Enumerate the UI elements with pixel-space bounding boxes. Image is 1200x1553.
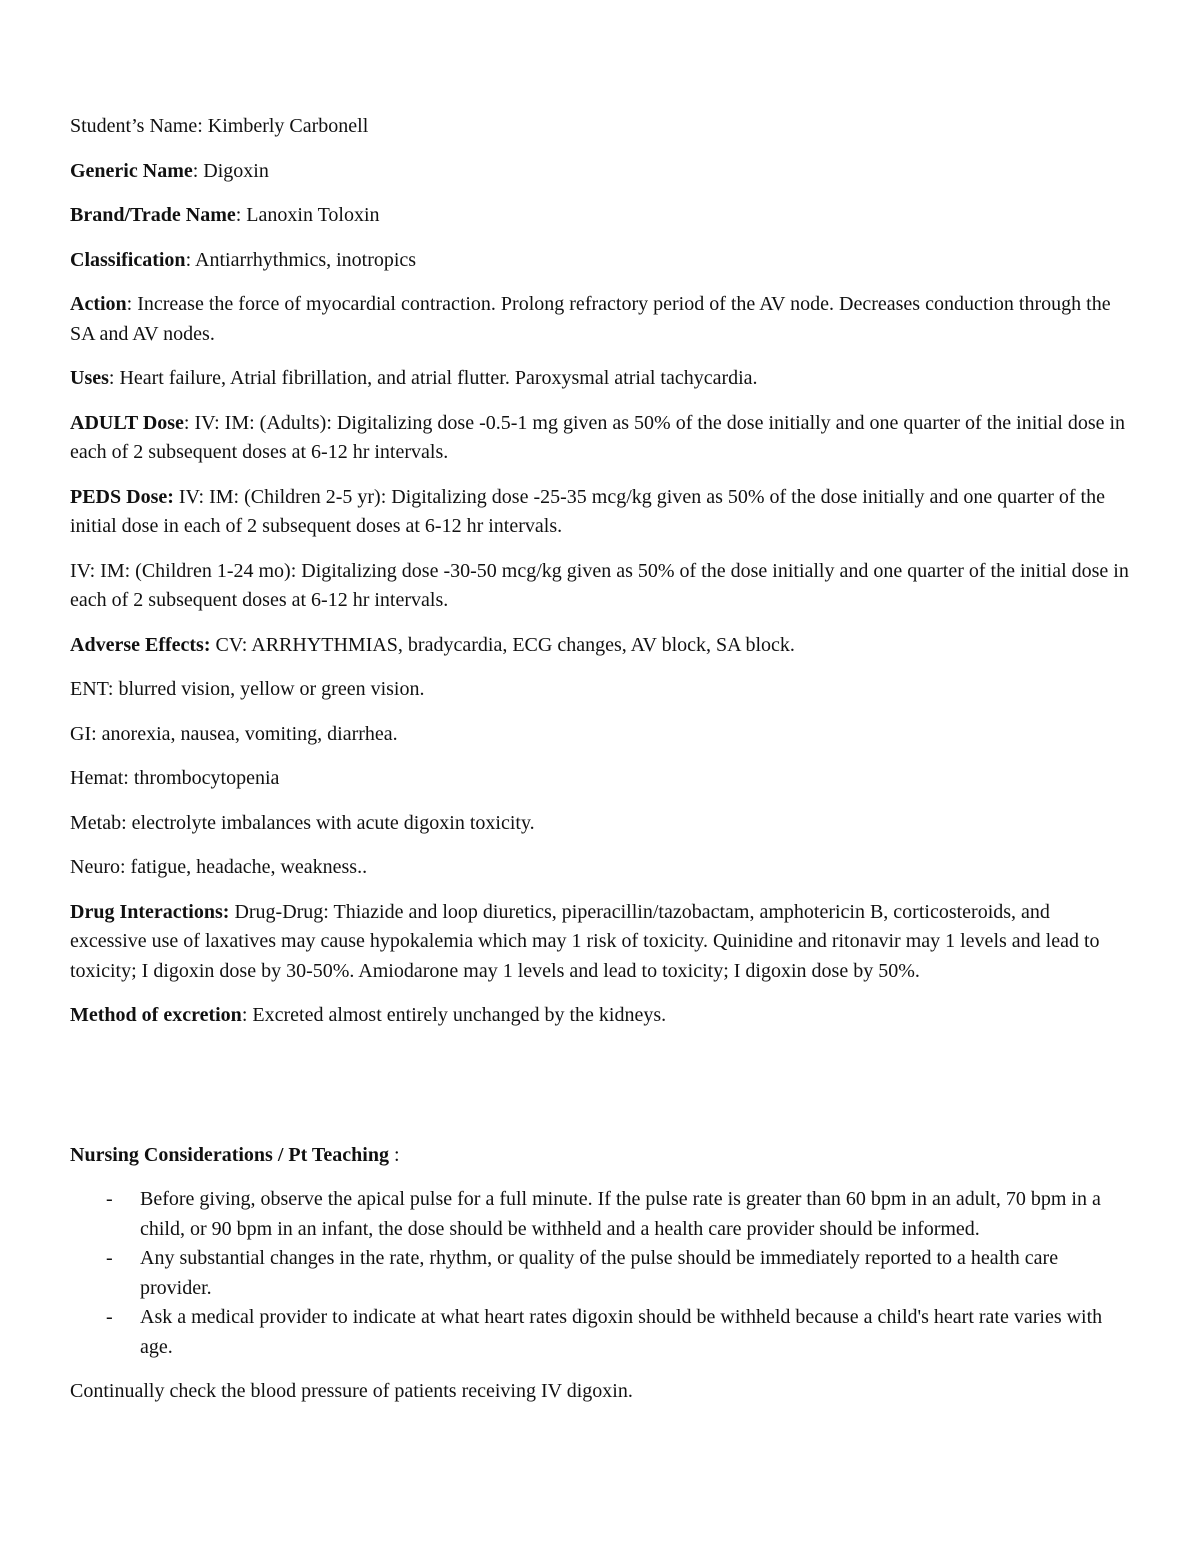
list-item	[70, 1303, 1130, 1362]
blank-space	[70, 1046, 1130, 1141]
generic-name-label: Generic Name	[70, 159, 193, 182]
peds-dose-label: PEDS Dose:	[70, 485, 174, 508]
adverse-ent-line: ENT: blurred vision, yellow or green vision.	[70, 678, 425, 700]
uses-value: Heart failure, Atrial fibrillation, and atrial flutter. Paroxysmal atrial tachycardia.	[119, 367, 758, 389]
classification-value: Antiarrhythmics, inotropics	[195, 248, 417, 271]
nursing-bullet-list	[70, 1185, 1130, 1362]
brand-name-sep: :	[235, 204, 247, 226]
drug-interactions-value: Drug-Drug: Thiazide and loop diuretics, piperacillin/tazobactam, amphotericin B, corticosteroids, and excessive use of laxatives may cause hypokalemia which may 1 risk of toxicity. Quinidine and ritonavir may 1 levels and lead to toxicity; I digoxin dose by 30-50%. Amiodarone may 1 levels and lead to toxicity; I digoxin dose by 50%.	[70, 900, 1100, 982]
generic-name-sep: :	[192, 159, 204, 182]
brand-name-line	[70, 201, 1130, 231]
student-name-value: Kimberly Carbonell	[207, 115, 369, 137]
adult-dose-value: IV: IM: (Adults): Digitalizing dose -0.5-1 mg given as 50% of the dose initially and one quarter of the initial dose in each of 2 subsequent doses at 6-12 hr intervals.	[70, 411, 1126, 463]
peds-dose-line	[70, 483, 1130, 542]
student-name-sep: :	[197, 115, 208, 137]
adverse-effects-cv: CV: ARRHYTHMIAS, bradycardia, ECG changes, AV block, SA block.	[215, 633, 795, 656]
excretion-line	[70, 1001, 1130, 1031]
document-page	[70, 112, 1130, 1422]
bullet-dash: -	[106, 1306, 113, 1328]
adverse-hemat-line: Hemat: thrombocytopenia	[70, 767, 280, 789]
nursing-closing-line: Continually check the blood pressure of patients receiving IV digoxin.	[70, 1380, 633, 1402]
bullet-dash: -	[106, 1188, 113, 1210]
generic-name-line	[70, 157, 1130, 187]
action-label: Action	[70, 293, 127, 315]
adult-dose-sep: :	[183, 411, 195, 434]
bullet-text: Before giving, observe the apical pulse for a full minute. If the pulse rate is greater than 60 bpm in an adult, 70 bpm in a child, or 90 bpm in an infant, the dose should be withheld and a health care provider should be informed.	[140, 1188, 1101, 1240]
excretion-sep: :	[241, 1004, 253, 1026]
excretion-value: Excreted almost entirely unchanged by the kidneys.	[252, 1004, 667, 1026]
action-line	[70, 290, 1130, 349]
peds-dose-value: IV: IM: (Children 2-5 yr): Digitalizing dose -25-35 mcg/kg given as 50% of the dose initially and one quarter of the initial dose in each of 2 subsequent doses at 6-12 hr intervals.	[70, 485, 1105, 537]
excretion-label: Method of excretion	[70, 1004, 242, 1026]
adult-dose-line	[70, 409, 1130, 468]
student-name-label: Student’s Name	[70, 115, 198, 137]
brand-name-label: Brand/Trade Name	[70, 204, 236, 226]
adult-dose-label: ADULT Dose	[70, 411, 184, 434]
bullet-text: Ask a medical provider to indicate at what heart rates digoxin should be withheld because a child's heart rate varies with age.	[140, 1306, 1103, 1358]
adverse-neuro-line: Neuro: fatigue, headache, weakness..	[70, 856, 368, 878]
adverse-metab-line: Metab: electrolyte imbalances with acute digoxin toxicity.	[70, 811, 535, 834]
classification-line	[70, 246, 1130, 276]
classification-label: Classification	[70, 248, 186, 271]
action-sep: :	[126, 293, 138, 315]
drug-interactions-line	[70, 898, 1130, 987]
uses-line	[70, 364, 1130, 394]
uses-sep: :	[108, 367, 120, 389]
student-name-line	[70, 112, 1130, 142]
adverse-gi-line: GI: anorexia, nausea, vomiting, diarrhea.	[70, 722, 398, 745]
nursing-heading	[70, 1141, 1130, 1171]
adverse-effects-label: Adverse Effects:	[70, 633, 211, 656]
classification-sep: :	[185, 248, 196, 271]
list-item	[70, 1185, 1130, 1244]
uses-label: Uses	[70, 367, 109, 389]
action-value: Increase the force of myocardial contraction. Prolong refractory period of the AV node. Decreases conduction through the SA and AV nodes.	[70, 293, 1111, 345]
brand-name-value: Lanoxin Toloxin	[246, 204, 380, 226]
list-item	[70, 1244, 1130, 1303]
nursing-heading-label: Nursing Considerations / Pt Teaching	[70, 1143, 389, 1166]
peds-infant-dose-line: IV: IM: (Children 1-24 mo): Digitalizing dose -30-50 mcg/kg given as 50% of the dose initially and one quarter of the initial dose in each of 2 subsequent doses at 6-12 hr intervals.	[70, 559, 1129, 611]
adverse-effects-line	[70, 631, 1130, 661]
generic-name-value: Digoxin	[203, 159, 269, 182]
nursing-heading-sep: :	[388, 1143, 400, 1166]
bullet-text: Any substantial changes in the rate, rhythm, or quality of the pulse should be immediately reported to a health care provider.	[140, 1247, 1059, 1299]
bullet-dash: -	[106, 1247, 113, 1269]
drug-interactions-label: Drug Interactions:	[70, 900, 230, 923]
